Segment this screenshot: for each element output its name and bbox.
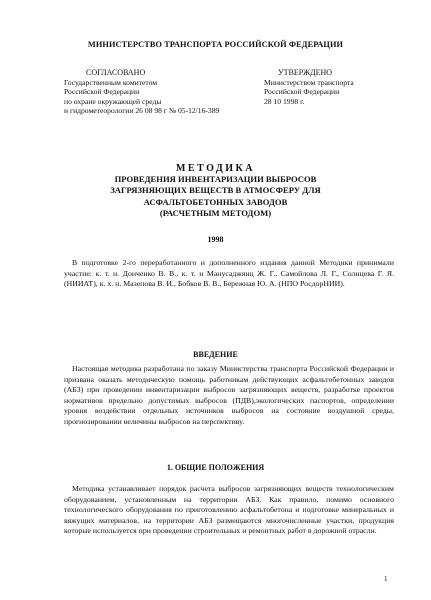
ministry-header: МИНИСТЕРСТВО ТРАНСПОРТА РОССИЙСКОЙ ФЕДЕРАЦИИ <box>87 40 344 49</box>
agreed-line: Российской Федерации <box>64 87 140 97</box>
introduction-paragraph: Настоящая методика разработана по заказу Министерства транспорта Российской Федерации и призвана оказать методическую помощь работникам действующих асфальтобетонных заводов (АБЗ) при проведении инвентаризации выбросов загрязняющих веществ, разработке проектов нормативов предельно допустимых выбросов (ПДВ),экологических паспортов, определении уровня воздействия отдельных источников выбросов на состояние воздушной среды, прогнозировании величины выбросов на перспективу. <box>64 364 394 426</box>
general-provisions-heading: 1. ОБЩИЕ ПОЛОЖЕНИЯ <box>166 463 265 472</box>
title-line: ПРОВЕДЕНИЯ ИНВЕНТАРИЗАЦИИ ВЫБРОСОВ <box>114 174 317 185</box>
approved-line: Российской Федерации <box>264 87 340 97</box>
approved-heading: УТВЕРЖДЕНО <box>278 68 333 77</box>
title-line: МЕТОДИКА <box>175 163 256 174</box>
approved-line: Министерством транспорта <box>264 77 354 87</box>
approved-stamp <box>264 68 394 106</box>
agreed-line: по охране окружающей среды <box>64 96 162 106</box>
document-year: 1998 <box>207 235 224 244</box>
authors-paragraph: В подготовке 2-го переработанного и дополненного издания данной Методики принимали участие: к. т. н. Донченко В. В., к. т. н Манусаджянц Ж. Г., Самойлова Л. Г., Солнцева Г. Я. (НИИАТ), к. х. н. Мазепова В. И., Бобков В. В., Бережная Ю. А. (НПО РосдорНИИ). <box>64 258 394 288</box>
document-title <box>0 163 431 219</box>
title-line: ЗАГРЯЗНЯЮЩИХ ВЕЩЕСТВ В АТМОСФЕРУ ДЛЯ <box>110 185 321 196</box>
title-line: (РАСЧЕТНЫМ МЕТОДОМ) <box>159 207 272 218</box>
agreed-line: Государственным комитетом <box>64 77 158 87</box>
agreed-stamp <box>64 68 254 116</box>
introduction-heading: ВВЕДЕНИЕ <box>193 350 238 359</box>
general-provisions-paragraph: Методика устанавливает порядок расчета выбросов загрязняющих веществ технологическим оборудованием, установленным на территории АБЗ. Как правило, помимо основного технологического оборудования по приготовлению асфальтобетона и подготовке минеральных и вяжущих материалов, на территории АБЗ размещаются многочисленные участки, продукция которые используется при проведении строительных и ремонтных работ в дорожной отрасли. <box>64 484 394 535</box>
agreed-heading: СОГЛАСОВАНО <box>86 68 146 77</box>
agreed-line: и гидрометеорологии 26 08 98 г № 05-12/16-389 <box>64 106 220 116</box>
page-number: 1 <box>384 575 388 583</box>
title-line: АСФАЛЬТОБЕТОННЫХ ЗАВОДОВ <box>143 196 288 207</box>
approved-line: 28 10 1998 г. <box>264 96 305 106</box>
